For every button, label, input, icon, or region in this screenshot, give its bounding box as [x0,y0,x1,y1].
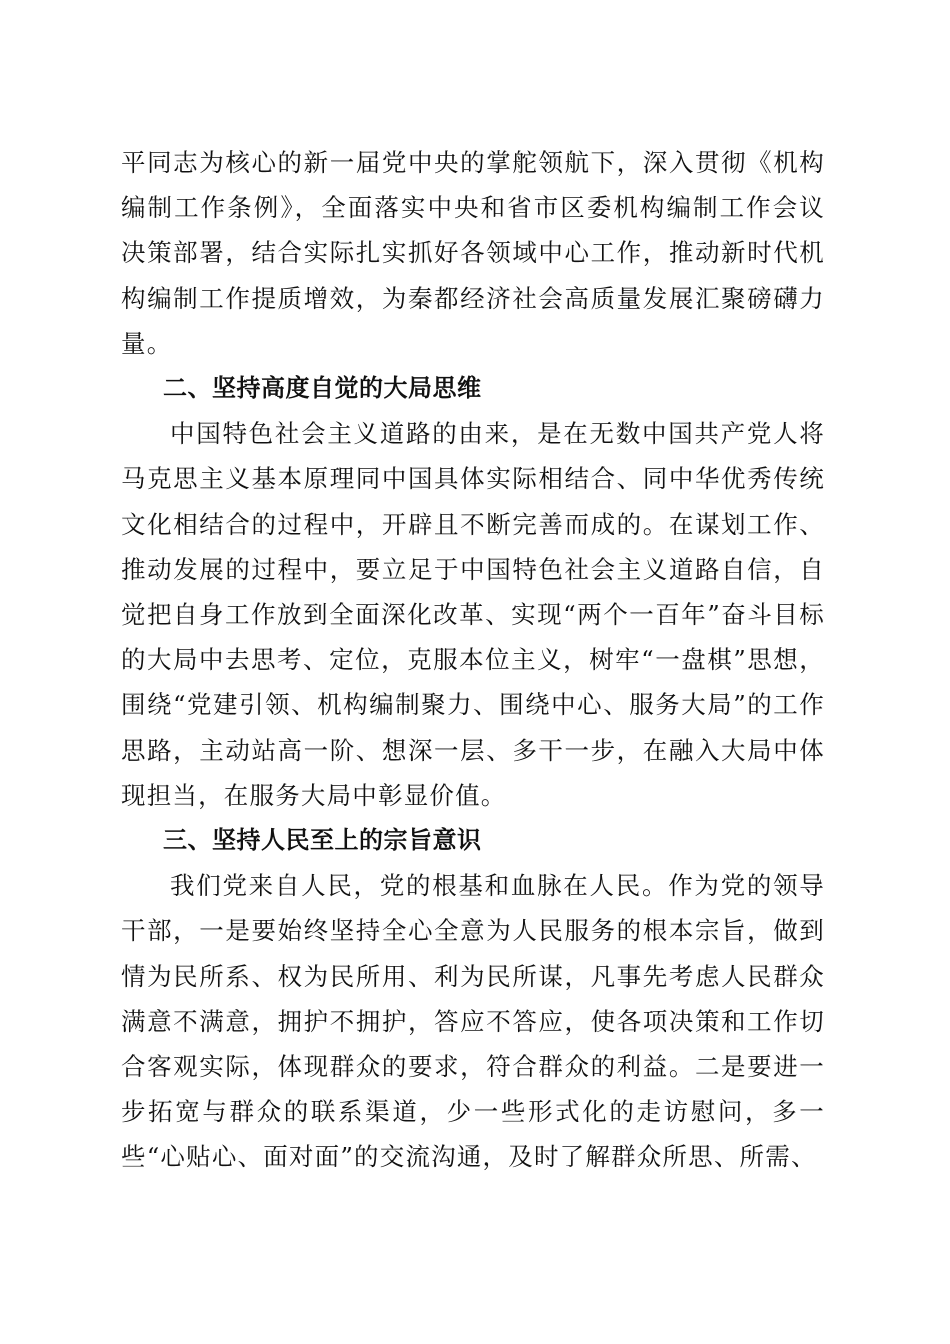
section-3-paragraph: 我们党来自人民，党的根基和血脉在人民。作为党的领导干部，一是要始终坚持全心全意为人民服务的根本宗旨，做到情为民所系、权为民所用、利为民所谋，凡事先考虑人民群众满意不满意，拥护不拥护，答应不答应，使各项决策和工作切合客观实际，体现群众的要求，符合群众的利益。二是要进一步拓宽与群众的联系渠道，少一些形式化的走访慰问，多一些“心贴心、面对面”的交流沟通，及时了解群众所思、所需、 [121,871,825,1172]
document-page [121,140,825,1180]
paragraph-continued: 平同志为核心的新一届党中央的掌舵领航下，深入贯彻《机构编制工作条例》，全面落实中央和省市区委机构编制工作会议决策部署，结合实际扎实抓好各领域中心工作，推动新时代机构编制工作提质增效，为秦都经济社会高质量发展汇聚磅礴力量。 [121,148,825,358]
section-3-heading: 三、坚持人民至上的宗旨意识 [163,826,482,855]
section-2-heading: 二、坚持高度自觉的大局思维 [163,374,482,403]
section-2-paragraph: 中国特色社会主义道路的由来，是在无数中国共产党人将马克思主义基本原理同中国具体实际相结合、同中华优秀传统文化相结合的过程中，开辟且不断完善而成的。在谋划工作、推动发展的过程中，要立足于中国特色社会主义道路自信，自觉把自身工作放到全面深化改革、实现“两个一百年”奋斗目标的大局中去思考、定位，克服本位主义，树牢“一盘棋”思想，围绕“党建引领、机构编制聚力、围绕中心、服务大局”的工作思路，主动站高一阶、想深一层、多干一步，在融入大局中体现担当，在服务大局中彰显价值。 [121,419,825,810]
